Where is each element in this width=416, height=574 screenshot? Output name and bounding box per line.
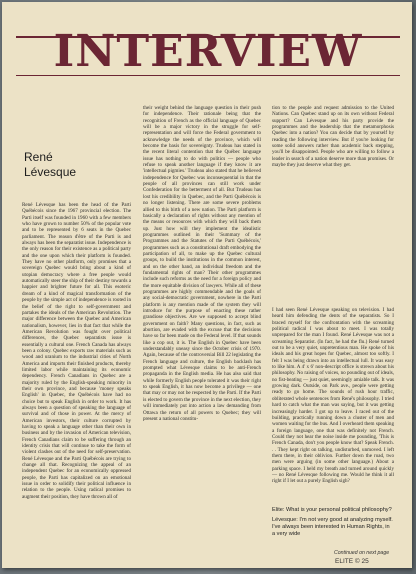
middle-column-paragraph: their weight behind the language question in their push for independence. Their rationale being that the recognition of French as the official language of Quebec will be a major victory in the struggle for self-representation and will force the Federal government to acknowledge the needs of the province, which will become the basis for sovereignty. Trudeau has stated in the recent literal contention that the Québec language issue has nothing to do with politics — people who refuse to speak another language if they know it are 'intellectual pigmies.' Trudeau also stated that he believed independence for Quebec was inconsequential in that the people of all provinces can still work under Confederation for the betterment of all. But Trudeau has lost his credibility in Quebec, and the Parti Québécois is no longer listening. There are some severe problems allied to this birth of a new nation. The Parti platform is basically a declaration of rights without any mention of the means or resources with which they will back them up. Just how will they implement the idealistic programmes outlined in their 'Summary of the Programmes and the Statutes of the Parti Québécois,' programmes such as a constitutional draft embodying the participation of all, to make up the Quebec cultural groups, to build the institutions in the common interest, and on the other hand, an individual freedom and the fundamental rights of man? Their other programmes include such reforms as the need for a foreign policy and the more equitable division of lawyers. While all of these programmes are highly commendable and the goals of any social-democratic government, nowhere in the Parti platform is any mention made of the system they will introduce for the purpose of enacting these rather grandiose objectives. Are we supposed to accept blind government on faith? Many questions, in fact, such as abortion, are evaded with the excuse that the decisions have so far been made on the Federal level. If that sounds like a cop out, it is. The English in Quebec have been understandably uneasy since the October crisis of 1970. Again, because of the controversial Bill 22 legislating the French language and culture, the English backlash has prompted what Lévesque claims to be anti-French propaganda in the English media. He has also said that while formerly English people tolerated it was their right to speak English, it has now become a privilege — one that may or may not be respected by the Parti. If the Parti is elected to govern the province in the next election, they will immediately put into action a law demanding from Ottawa the return of all powers to Quebec; they will present a national constitu- bbox=[143, 105, 261, 422]
question bbox=[272, 507, 394, 514]
question-text: What is your personal political philosophy? bbox=[286, 507, 392, 513]
right-column-text-bottom bbox=[272, 307, 394, 505]
question-label: Elite: bbox=[272, 507, 285, 513]
magazine-page bbox=[2, 2, 412, 568]
subject-last-name: Lévesque bbox=[24, 165, 77, 179]
subject-first-name: René bbox=[24, 150, 53, 164]
right-column-paragraph-bottom: I had seen René Lévesque speaking on television. I had heard him defending the dents of the separatists. So I braced myself for the confrontation with the screaming political radical I was about to meet. I was totally unprepared for the man I found. René Lévesque was not a screaming Separatist. (In fact, he had the flu.) René turned out to be a very quiet, unpretentious man. He spoke of his ideals and his great hopes for Quebec, almost too softly. I felt I was being drawn into an intellectual lull. It was easy to like him. A 4' x 6' non-descript office is strewn about his philosophy. No raising of voices, no pounding out of ideals, no fist-beating — just quiet, seemingly amiable talk. It was growing dark. Outside, on Park ave., people were getting ready to go home. The sounds of rush hour traffic, obliterated whole sentences from René's philosophy. I tried hard to catch what the man was saying, but it was getting increasingly harder. I got up to leave. I raced out of the building, practically running down a cluster of men and women waiting for the bus. And I overheard them speaking a foreign language, one that was definitely not French. Could they not hear the noise inside me pounding, 'This is French Canada, don't you people know that? Speak French. . . They kept right on talking, undisturbed, unmoved. I left them there, in their oblivion. Further down the road, two men were arguing (in some other language.) About a parking space. I held my breath and turned around quickly — no René Lévesque following me. Would he think it all right if I let out a purely English sigh? bbox=[272, 307, 394, 485]
right-column-text-top bbox=[272, 105, 394, 286]
answer bbox=[272, 517, 394, 538]
left-column-paragraph: René Lévesque has been the head of the Parti Québécois since the 1967 provincial election. The Parti itself was founded in 1960 with a few members who have grown to number 50% of the popular vote and to be represented by 6 seats in the Quebec parliament. The reason d'être of the Parti is and always has been the separatist issue. Independence is the only reason for their existence as a political party and the one upon which their platform is founded. They have no other platform, only promises that a sovereign Quebec would bring about a kind of utopian democracy where a free people would automatically steer the ship of their destiny towards a happier and brighter future for all. This esoteric dream of a kind of magical transformation of the people by the simple act of independence is rooted in the belief of the right to self-government and partakes the ideals of the American Revolution. The major difference between the Quebec and American nationalism, however, lies in that fact that while the American Revolution was fought over political differences, the Quebec separatists issue is essentially a cultural one. French Canada has always been a colony. Quebec exports raw materials such as wood and uranium to the industrial cities of North America and imports their finished products, thereby limited labor while maintaining its economic dependency. French Canadians in Quebec are a majority ruled by the English-speaking minority in their own province, and because 'money speaks English' in Quebec, the Québécois have had no choice but to speak English in order to work. It has always been a question of speaking the language of survival and of those in power. At the mercy of American investors, their culture corrupted by having to speak a language other than their own in business and by the invasion of American television, French Canadians claim to be suffering through an identity crisis that will continue to take the form of violent clashes out of the need for self-preservation. René Lévesque and the Parti Québécois are trying to change all that. Recognizing the appeal of an independent Quebec for an economically oppressed people, the Parti has capitalized on an emotional issue in order to solidify their political influence in relation to the people. Using radical promises to augment their position, they have thrown all of bbox=[22, 202, 131, 500]
middle-column-text bbox=[143, 105, 261, 545]
answer-text: I'm not very good at analyzing myself. I've always been interested in Human Rights, in a very wide bbox=[272, 517, 393, 537]
left-column-text bbox=[22, 202, 131, 559]
answer-label: Lévesque: bbox=[272, 517, 298, 523]
page-folio: ELITE © 25 bbox=[335, 558, 369, 565]
page-title: INTERVIEW bbox=[53, 26, 363, 77]
title-rule-bottom bbox=[16, 75, 400, 76]
right-column-paragraph-top: tion to the people and request admission to the United Nations. Can Quebec stand up on its own without Federal support? Can Lévesque and his party provide the programmes and the leadership that the metamorphosis Quebec into a nation? You can decide that by yourself by reading the following interview. But if you're looking for some solid answers rather than academic back stepping, you'll be disappointed. People who are willing to follow a leader in search of a nation deserve more than promises. Or maybe they just deserve what they get. bbox=[272, 105, 394, 169]
continued-note: Continued on next page bbox=[334, 550, 390, 556]
